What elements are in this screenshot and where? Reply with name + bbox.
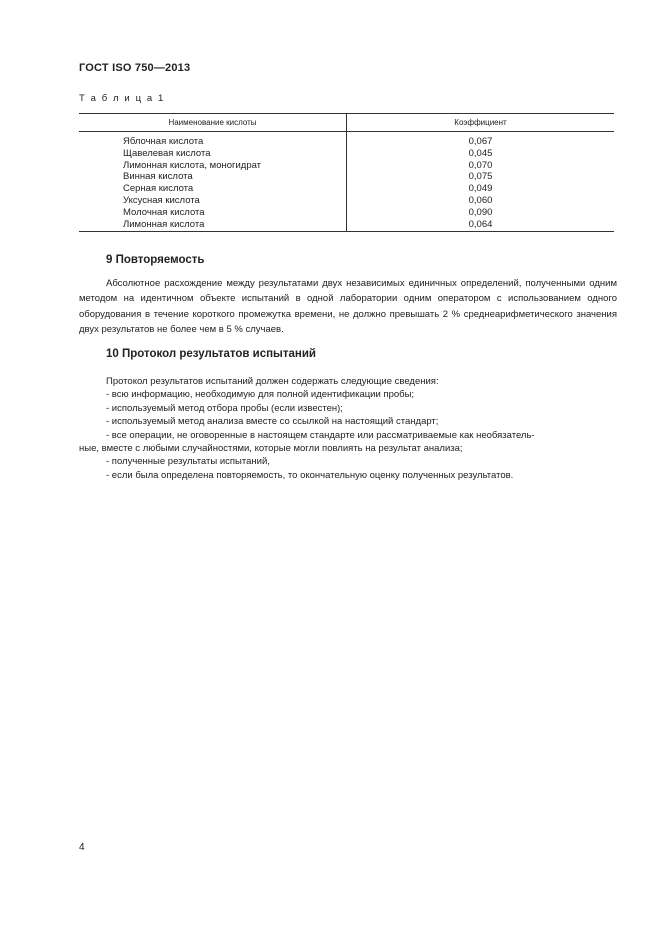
coefficient-cell: 0,090 xyxy=(468,206,493,218)
list-item: - если была определена повторяемость, то окончательную оценку полученных результатов. xyxy=(106,469,514,481)
acid-name-cell: Щавелевая кислота xyxy=(123,147,211,159)
section-9-paragraph: Абсолютное расхождение между результатами двух независимых единичных определений, полученными одним методом на идентичном объекте испытаний в одной лаборатории одним оператором с использованием одного оборудования в течение короткого промежутка времени, не должно превышать 2 % среднеарифметического значения двух результатов не более чем в 5 % случаев. xyxy=(79,278,617,335)
acid-name-cell: Винная кислота xyxy=(123,171,193,183)
coefficient-column xyxy=(347,132,615,232)
acid-name-cell: Молочная кислота xyxy=(123,206,205,218)
list-item: - всю информацию, необходимую для полной идентификации пробы; xyxy=(106,389,415,401)
coefficient-cell: 0,075 xyxy=(468,171,493,183)
acid-name-column xyxy=(79,132,347,232)
list-item: - используемый метод отбора пробы (если известен); xyxy=(106,402,343,414)
section-10-list xyxy=(79,375,617,482)
coefficient-cell: 0,067 xyxy=(468,136,493,147)
coefficient-cell: 0,064 xyxy=(468,218,493,230)
section-10-heading: 10 Протокол результатов испытаний xyxy=(106,348,316,360)
coefficient-cell: 0,060 xyxy=(468,194,493,206)
acid-coefficient-table xyxy=(79,113,614,232)
column-header-acid-name: Наименование кислоты xyxy=(79,114,347,132)
list-item: - полученные результаты испытаний, xyxy=(106,456,270,468)
table-header-row xyxy=(79,114,614,132)
document-code: ГОСТ ISO 750—2013 xyxy=(79,62,191,74)
acid-name-cell: Лимонная кислота xyxy=(123,218,205,230)
acid-name-cell: Лимонная кислота, моногидрат xyxy=(123,159,262,171)
coefficient-cell: 0,045 xyxy=(468,147,493,159)
acid-name-cell: Серная кислота xyxy=(123,183,194,195)
list-item: - используемый метод анализа вместе со ссылкой на настоящий стандарт; xyxy=(106,416,439,428)
coefficient-cell: 0,070 xyxy=(468,159,493,171)
section-9-heading: 9 Повторяемость xyxy=(106,254,205,266)
table-body-row xyxy=(79,132,614,232)
acid-name-cell: Яблочная кислота xyxy=(123,136,204,147)
coefficient-cell: 0,049 xyxy=(468,183,493,195)
acid-name-cell: Уксусная кислота xyxy=(123,194,200,206)
column-header-coefficient: Коэффициент xyxy=(347,114,615,132)
list-item: - все операции, не оговоренные в настоящем стандарте или рассматриваемые как необязатель- xyxy=(106,429,535,441)
table-caption: Т а б л и ц а 1 xyxy=(79,93,165,104)
page-number: 4 xyxy=(79,842,85,853)
list-item: Протокол результатов испытаний должен содержать следующие сведения: xyxy=(106,376,439,387)
list-item-continuation: ные, вместе с любыми случайностями, которые могли повлиять на результат анализа; xyxy=(79,443,463,455)
